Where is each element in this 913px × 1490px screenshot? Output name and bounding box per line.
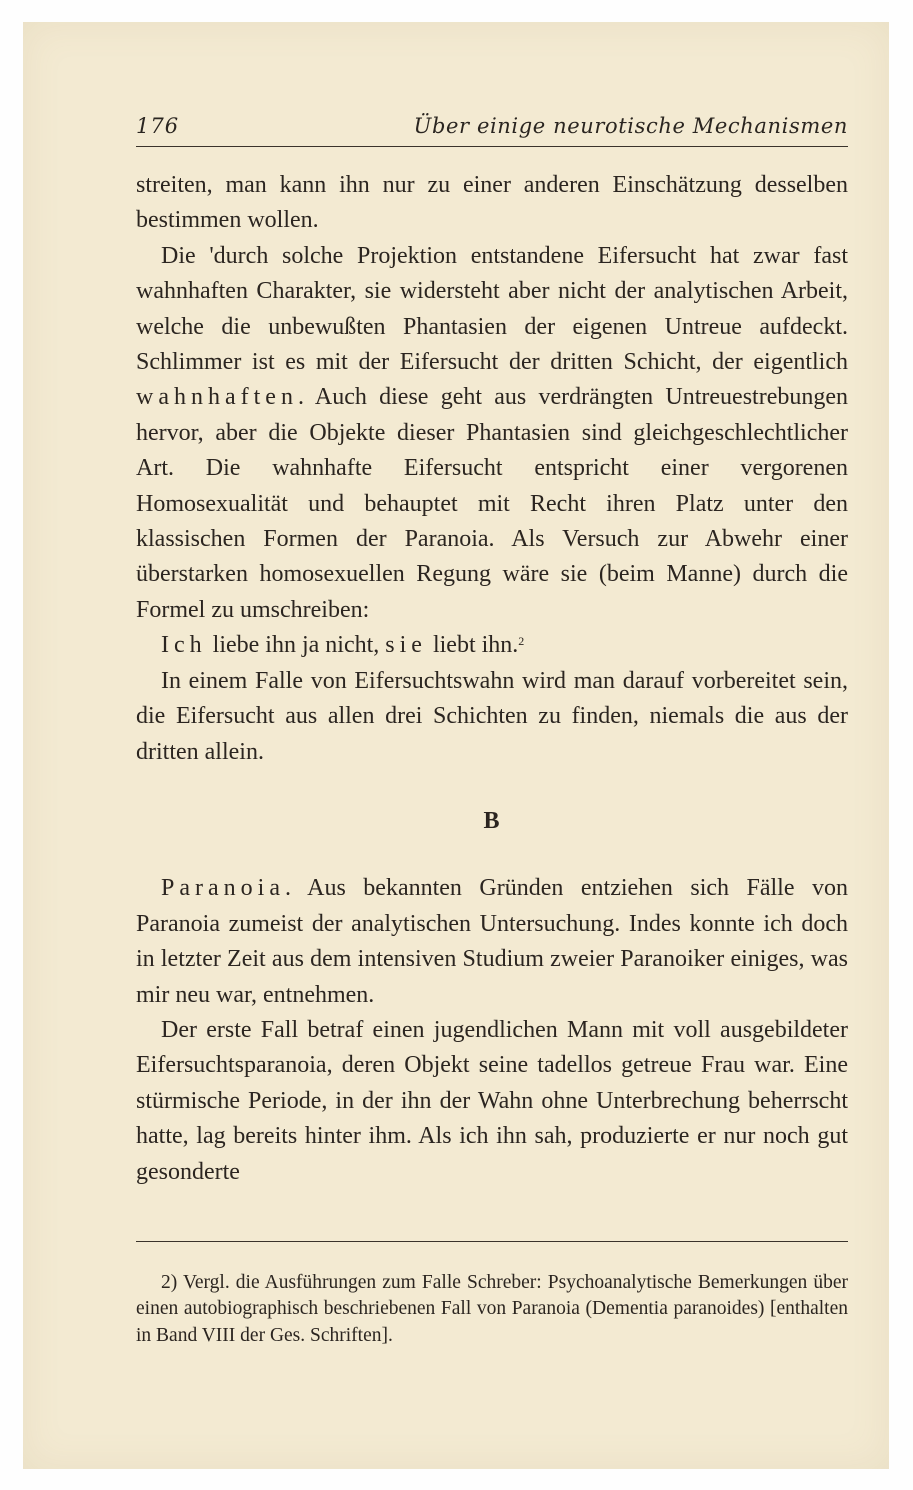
- footnote-rule: [136, 1241, 848, 1242]
- book-page: [23, 22, 889, 1469]
- paragraph-4-rest: . Aus bekannten Gründen entziehen sich Fälle von Paranoia zumeist der analytischen Untersuchung. Indes konnte ich doch in letzter Zeit aus dem intensiven Studium zweier Paranoiker einiges, was mir neu war, entnehmen.: [136, 875, 848, 1008]
- paragraph-3: In einem Falle von Eifersuchtswahn wird man darauf vorbereitet sein, die Eifersucht aus allen drei Schichten zu finden, niemals die aus der dritten allein.: [136, 667, 848, 765]
- body-text: [136, 168, 848, 1190]
- spaced-word-paranoia: Paranoia: [161, 875, 285, 902]
- paragraph-2: [136, 239, 848, 628]
- formula-line: [136, 628, 848, 663]
- paragraph-2-part-a: Die 'durch solche Projektion entstandene Eifersucht hat zwar fast wahnhaften Charakter, sie widersteht aber nicht der analytischen Arbeit, welche die unbewußten Phantasien der eigenen Untreue aufdeckt. Schlimmer ist es mit der Eifersucht der dritten Schicht, der eigentlich: [136, 242, 848, 376]
- footnote: 2) Vergl. die Ausführungen zum Falle Schreber: Psychoanalytische Bemerkungen über einen autobiographisch beschriebenen Fall von Paranoia (Dementia paranoides) [enthalten in Band VIII der Ges. Schriften].: [136, 1271, 848, 1346]
- paragraph-5: Der erste Fall betraf einen jugendlichen Mann mit voll ausgebildeter Eifersuchtsparanoia, deren Objekt seine tadellos getreue Frau war. Eine stürmische Periode, in der ihn der Wahn ohne Unterbrechung beherrscht hatte, lag bereits hinter ihm. Als ich ihn sah, produzierte er nur noch gut gesonderte: [136, 1016, 848, 1185]
- spaced-word-wahnhaften: wahnhaften: [136, 384, 298, 411]
- formula-middle: liebe ihn ja nicht,: [206, 632, 386, 659]
- header-rule: [136, 146, 848, 147]
- paragraph-4: [136, 871, 848, 1013]
- spaced-word-ich: Ich: [161, 632, 207, 659]
- page-header: [136, 110, 848, 144]
- section-heading: B: [483, 807, 501, 834]
- running-title: Über einige neurotische Mechanismen: [413, 114, 848, 138]
- spaced-word-sie: sie: [385, 632, 427, 659]
- page-number: 176: [136, 114, 180, 138]
- formula-end: liebt ihn.: [426, 632, 519, 659]
- paragraph-2-part-b: . Auch diese geht aus verdrängten Untreuestrebungen hervor, aber die Objekte dieser Phantasien sind gleichgeschlechtlicher Art. Die wahnhafte Eifersucht entspricht einer vergorenen Homosexualität und behauptet mit Recht ihren Platz unter den klassischen Formen der Paranoia. Als Versuch zur Abwehr einer überstarken homosexuellen Regung wäre sie (beim Manne) durch die Formel zu umschreiben:: [136, 384, 848, 623]
- footnote-marker: 2: [518, 634, 525, 649]
- paragraph-1: streiten, man kann ihn nur zu einer anderen Einschätzung desselben bestimmen wollen.: [136, 172, 848, 234]
